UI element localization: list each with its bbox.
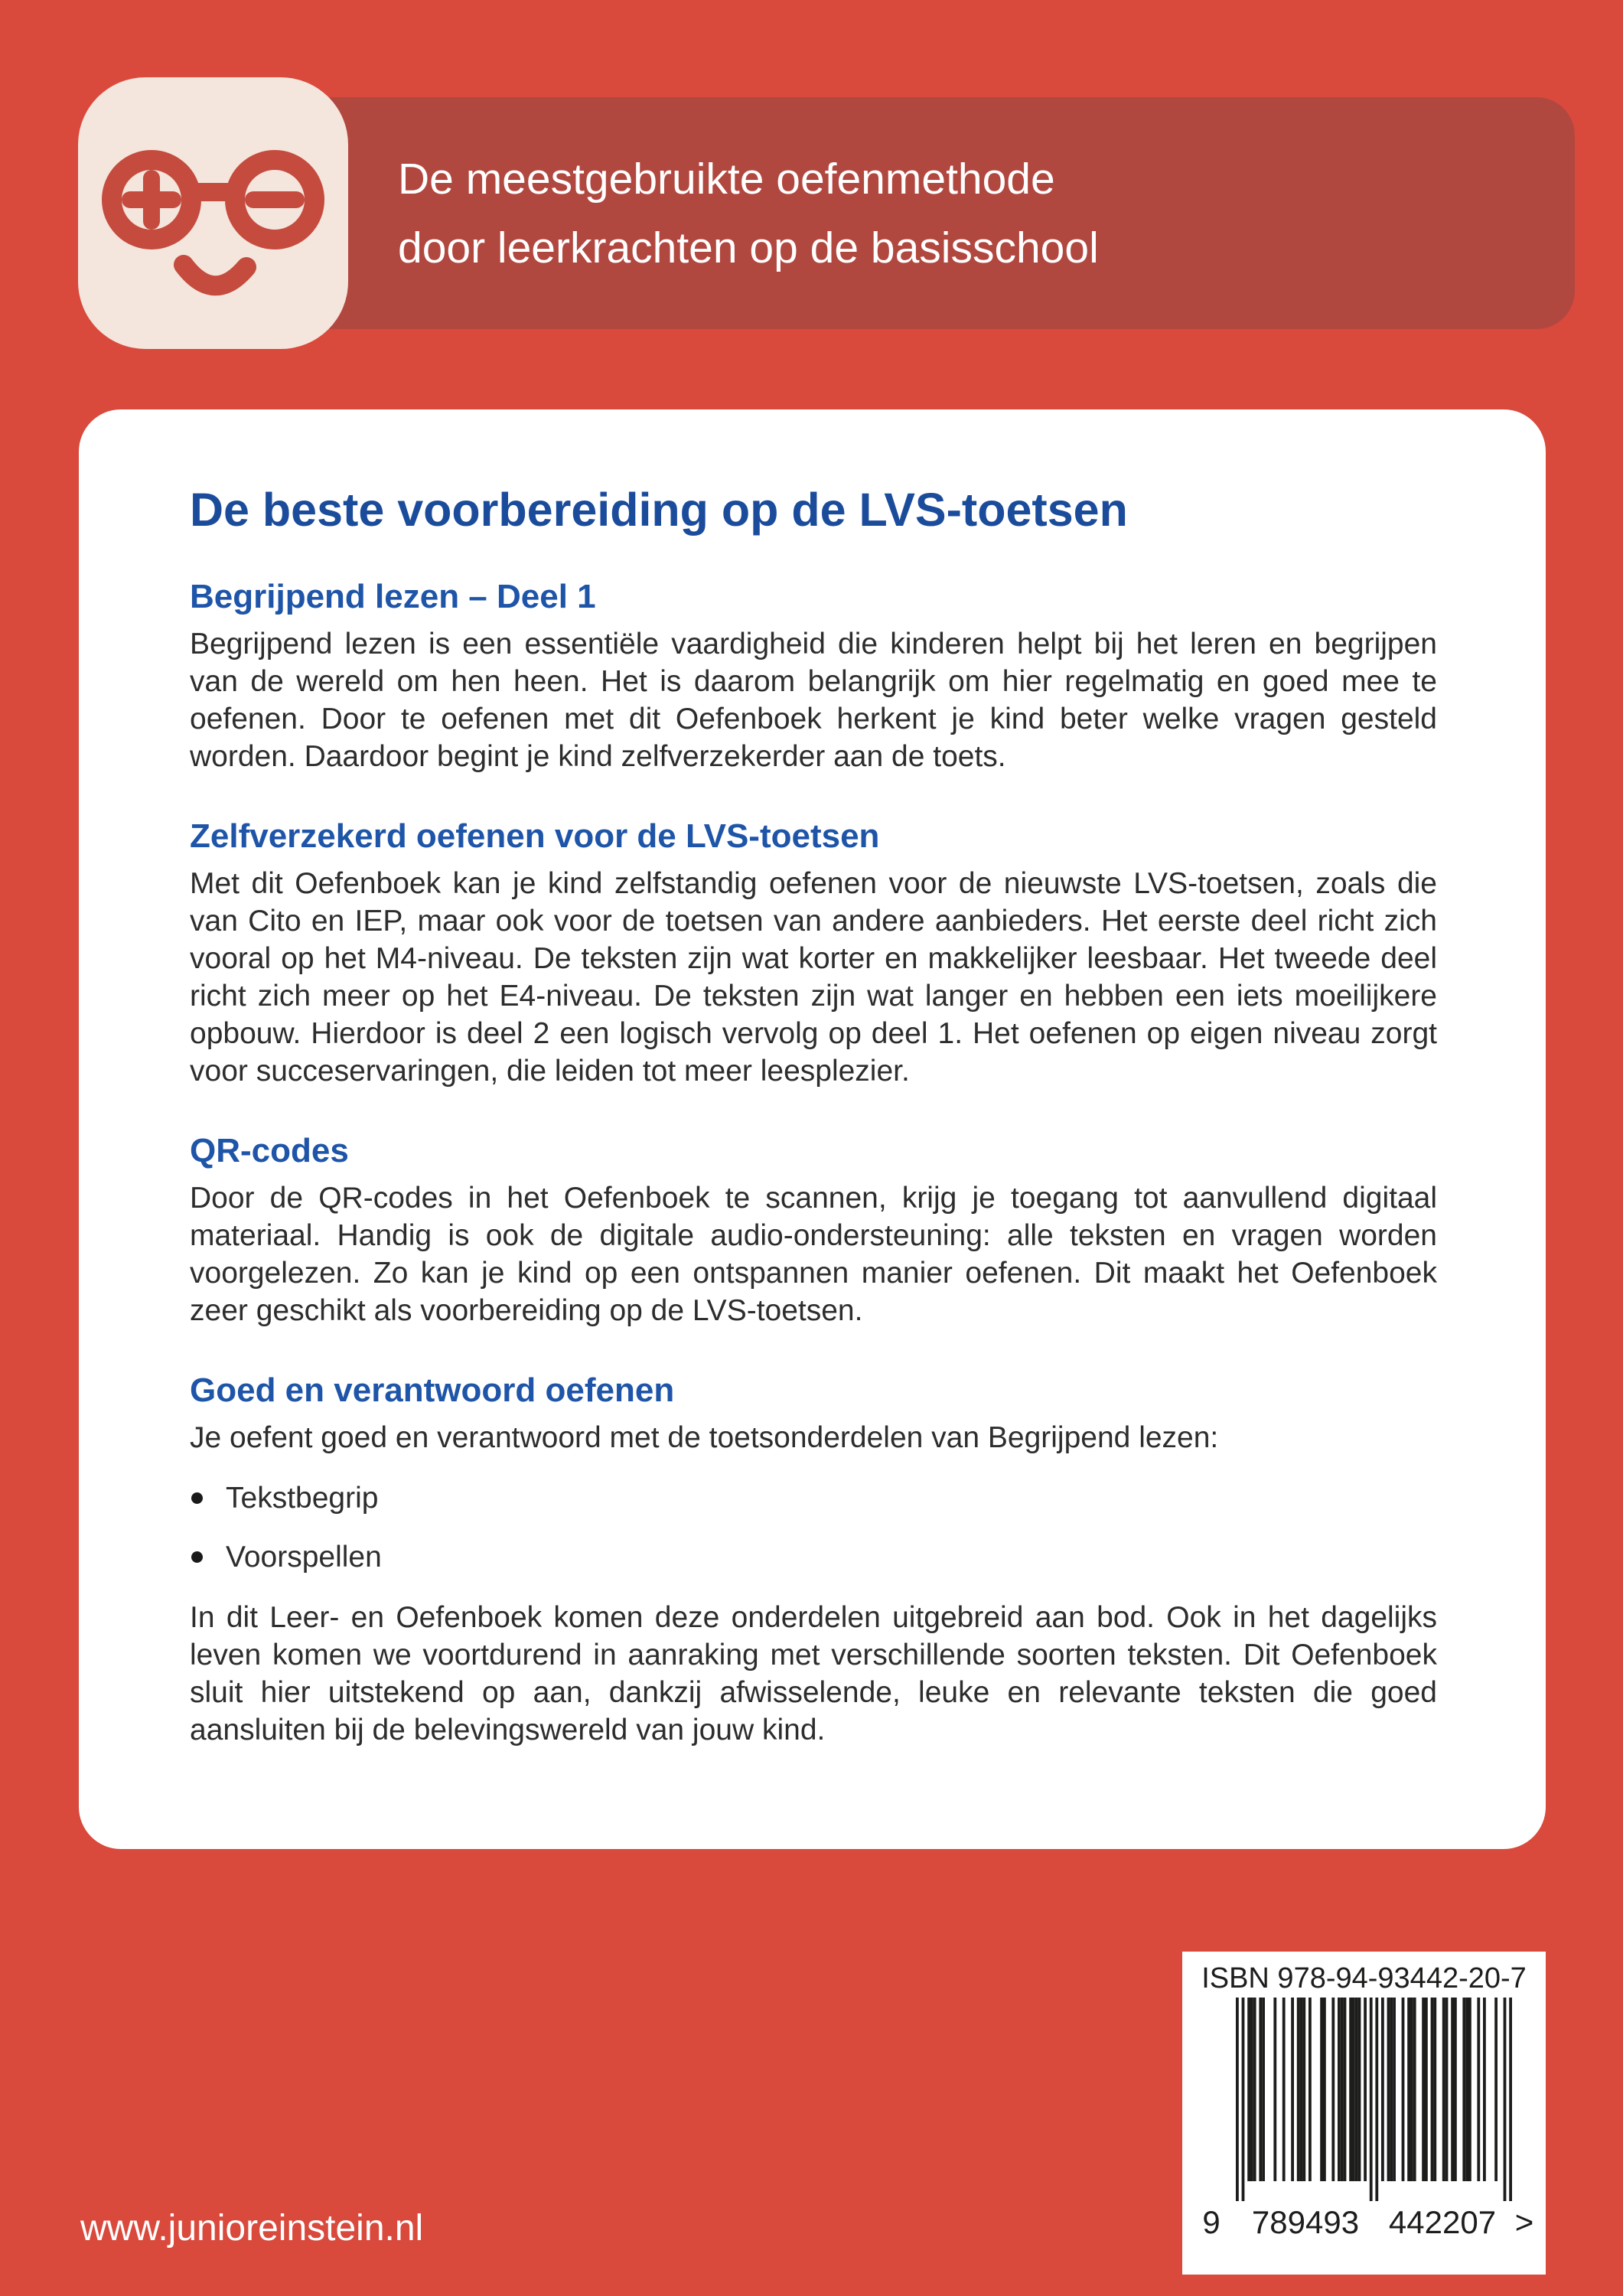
section-body-begrijpend-lezen: Begrijpend lezen is een essentiële vaardigheid die kinderen helpt bij het leren en begrijpen van de wereld om hen heen. Het is daarom belangrijk om hier regelmatig en goed mee te oefenen. Door te oefenen met dit Oefenboek herkent je kind beter welke vragen gesteld worden. Daardoor begint je kind zelfverzekerder aan de toets. <box>190 628 1437 773</box>
bullet-dot-icon <box>191 1551 203 1563</box>
tagline-banner <box>213 97 1575 329</box>
junior-einstein-logo <box>78 77 348 349</box>
glasses-smile-icon <box>78 77 348 349</box>
section-body-qr-codes: Door de QR-codes in het Oefenboek te scannen, krijg je toegang tot aanvullend digitaal materiaal. Handig is ook de digitale audio-ondersteuning: alle teksten en vragen worden voorgelezen. Zo kan je kind op een ontspannen manier oefenen. Dit maakt het Oefenboek zeer geschikt als voorbereiding op de LVS-toetsen. <box>190 1182 1437 1327</box>
section-outro-goed-verantwoord: In dit Leer- en Oefenboek komen deze onderdelen uitgebreid aan bod. Ook in het dagelijks leven komen we voortdurend in aanraking met verschillende soorten teksten. Dit Oefenboek sluit hier uitstekend op aan, dankzij afwisselende, leuke en relevante teksten die goed aansluiten bij de belevingswereld van jouw kind. <box>190 1601 1437 1746</box>
list-item-tekstbegrip <box>190 1479 1437 1517</box>
barcode-digit-group1: 789493 <box>1247 2204 1364 2241</box>
back-cover-card <box>79 409 1546 1849</box>
section-heading-zelfverzekerd-oefenen: Zelfverzekerd oefenen voor de LVS-toetsen <box>190 817 880 855</box>
section-body-zelfverzekerd-oefenen: Met dit Oefenboek kan je kind zelfstandig oefenen voor de nieuwste LVS-toetsen, zoals die van Cito en IEP, maar ook voor de toetsen van andere aanbieders. Het eerste deel richt zich vooral op het M4-niveau. De teksten zijn wat korter en makkelijker leesbaar. Het tweede deel richt zich meer op het E4-niveau. De teksten zijn wat langer en hebben een iets moeilijkere opbouw. Hierdoor is deel 2 een logisch vervolg op deel 1. Het oefenen op eigen niveau zorgt voor succeservaringen, die leiden tot meer leesplezier. <box>190 867 1437 1088</box>
list-item-label: Voorspellen <box>226 1541 382 1574</box>
section-heading-begrijpend-lezen: Begrijpend lezen – Deel 1 <box>190 578 596 615</box>
barcode-digit-group2: 442207 <box>1384 2204 1501 2241</box>
toets-onderdelen-list <box>190 1479 1437 1576</box>
section-intro-goed-verantwoord: Je oefent goed en verantwoord met de toetsonderdelen van Begrijpend lezen: <box>190 1421 1219 1454</box>
barcode-digit-first: 9 <box>1202 2204 1221 2240</box>
tagline-line-1: De meestgebruikte oefenmethode <box>398 154 1055 204</box>
barcode-arrow: > <box>1514 2204 1534 2240</box>
ean13-barcode <box>1236 1998 1512 2201</box>
isbn-box <box>1182 1952 1546 2275</box>
section-heading-qr-codes: QR-codes <box>190 1132 349 1169</box>
tagline-line-2: door leerkrachten op de basisschool <box>398 223 1099 272</box>
barcode-digits <box>1182 2204 1546 2242</box>
website-url: www.junioreinstein.nl <box>80 2208 424 2249</box>
bullet-dot-icon <box>191 1492 203 1504</box>
list-item-label: Tekstbegrip <box>226 1482 379 1515</box>
list-item-voorspellen <box>190 1538 1437 1576</box>
page-title: De beste voorbereiding op de LVS-toetsen <box>190 484 1128 536</box>
section-heading-goed-verantwoord: Goed en verantwoord oefenen <box>190 1371 675 1409</box>
isbn-label: ISBN 978-94-93442-20-7 <box>1201 1962 1527 1994</box>
